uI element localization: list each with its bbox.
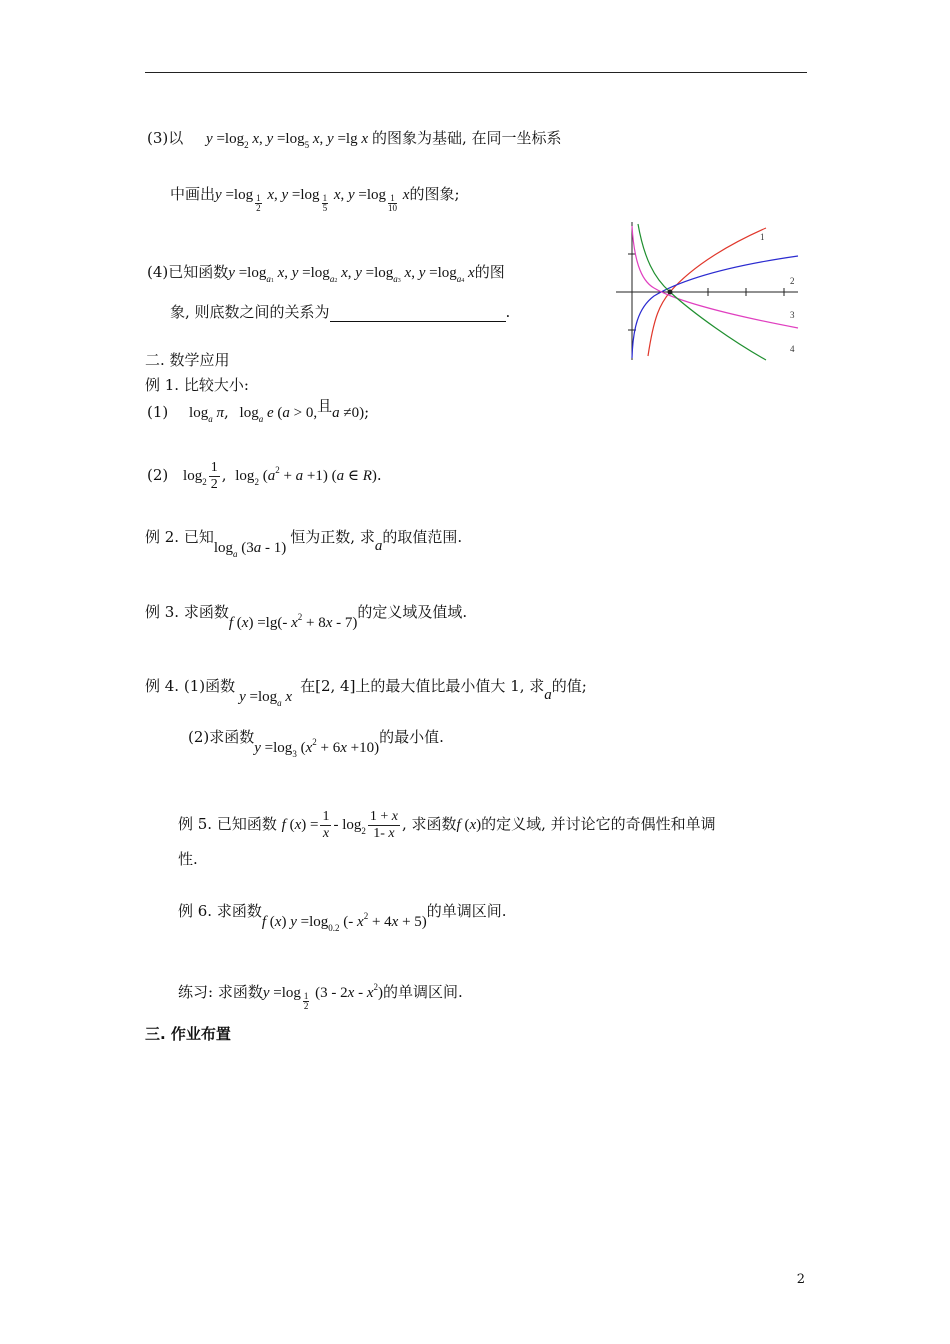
formula: $\log_2$ $\frac{1}{2}$ bbox=[183, 460, 218, 492]
curve-label-1: 1 bbox=[760, 232, 765, 242]
formula: $y =\log_{a1}$ x, $y =\log_{a2}$ x, $y =\log_{a3}$ x, $y =\log_{a4}$ x bbox=[228, 265, 475, 284]
ex6-line: 例 6. 求函数f (x) $y =\log_{0.2}$ (- $x^2 + 4x + 5$)的单调区间. bbox=[178, 902, 507, 933]
curve-label-2: 2 bbox=[790, 276, 795, 286]
part4-line1: (4)已知函数$y =\log_{a1}$ x, $y =\log_{a2}$ x, $y =\log_{a3}$ x, $y =\log_{a4}$ x的图 bbox=[147, 263, 505, 284]
part3-line1: (3)以 $y =\log_2$ x, $y =\log_5$ x, y =lg x 的图象为基础, 在同一坐标系 bbox=[147, 129, 562, 150]
ex2-line: 例 2. 已知$\log_a (3a - 1)$恒为正数, 求a的取值范围. bbox=[145, 528, 463, 559]
formula: $\log_a e$ (a > 0, bbox=[239, 405, 318, 424]
formula: $\log_a (3a - 1)$ bbox=[213, 540, 287, 559]
formula: f (x) =lg(- $x^2 + 8x - 7$) bbox=[228, 612, 358, 631]
curve-label-4: 4 bbox=[790, 344, 795, 354]
ex1-label: 例 1. 比较大小: bbox=[145, 376, 249, 394]
formula: f (x) = $\frac{1}{x}$ - $\log_2$ $\frac{1 + x}{1- x}$ bbox=[281, 809, 398, 841]
formula: $y =\log_2$ x, $y =\log_5$ x, y =lg x bbox=[206, 131, 368, 150]
ex1-part2: (2) $\log_2$ $\frac{1}{2}$ , $\log_2 (a^2 + a +1)$ (a ∈ R). bbox=[147, 460, 382, 492]
ex5-line1: 例 5. 已知函数 f (x) = $\frac{1}{x}$ - $\log_2$ $\frac{1 + x}{1- x}$ , 求函数f (x)的定义域, 并讨论它的奇偶性和单调 bbox=[178, 809, 716, 841]
answer-blank[interactable] bbox=[330, 307, 506, 322]
formula: y =log $\frac{1}{2}$ $(3 - 2x - x^2)$ bbox=[262, 982, 383, 1011]
practice-line: 练习: 求函数y =log $\frac{1}{2}$ $(3 - 2x - x^2)$的单调区间. bbox=[178, 982, 463, 1011]
part3-line2: 中画出y =log $\frac{1}{2}$ x, y =log $\frac{1}{5}$ x, y =log $\frac{1}{10}$ x的图象; bbox=[170, 185, 460, 213]
ex3-line: 例 3. 求函数f (x) =lg(- $x^2 + 8x - 7$)的定义域及值域. bbox=[145, 603, 468, 631]
part4-line2: 象, 则底数之间的关系为 . bbox=[170, 303, 511, 321]
curve-2 bbox=[632, 256, 798, 358]
formula: $\log_a \pi$ bbox=[189, 405, 224, 424]
formula: y =log $\frac{1}{2}$ x, y =log $\frac{1}{5}$ x, y =log $\frac{1}{10}$ x bbox=[215, 187, 410, 213]
formula: a bbox=[544, 687, 552, 703]
ex4-line1: 例 4. (1)函数$y =\log_a$ x在[2, 4]上的最大值比最小值大 1, 求a的值; bbox=[145, 677, 587, 708]
header-rule bbox=[145, 72, 807, 73]
formula: f (x) $y =\log_{0.2}$ (- $x^2 + 4x + 5$) bbox=[261, 911, 427, 933]
common-point bbox=[668, 290, 673, 295]
formula: $y =\log_3$ $(x^2 + 6x +10)$ bbox=[254, 737, 380, 759]
log-curves-graph bbox=[614, 218, 800, 364]
section3-heading: 三. 作业布置 bbox=[145, 1025, 231, 1043]
page-number: 2 bbox=[796, 1272, 805, 1287]
formula: a ≠0) bbox=[332, 405, 365, 421]
ex4-line2: (2)求函数$y =\log_3$ $(x^2 + 6x +10)$的最小值. bbox=[188, 728, 444, 759]
curve-label-3: 3 bbox=[790, 310, 795, 320]
formula: $y =\log_a$ x bbox=[239, 689, 293, 708]
ex5-line2: 性. bbox=[178, 850, 198, 868]
formula: f (x) bbox=[456, 816, 482, 833]
section2-heading: 二. 数学应用 bbox=[145, 351, 230, 369]
formula: a bbox=[374, 538, 383, 554]
ex1-part1: (1) $\log_a \pi$, $\log_a e$ (a > 0,且a ≠0); bbox=[147, 397, 370, 424]
formula: $\log_2 (a^2 + a +1)$ (a ∈ R) bbox=[235, 464, 377, 487]
